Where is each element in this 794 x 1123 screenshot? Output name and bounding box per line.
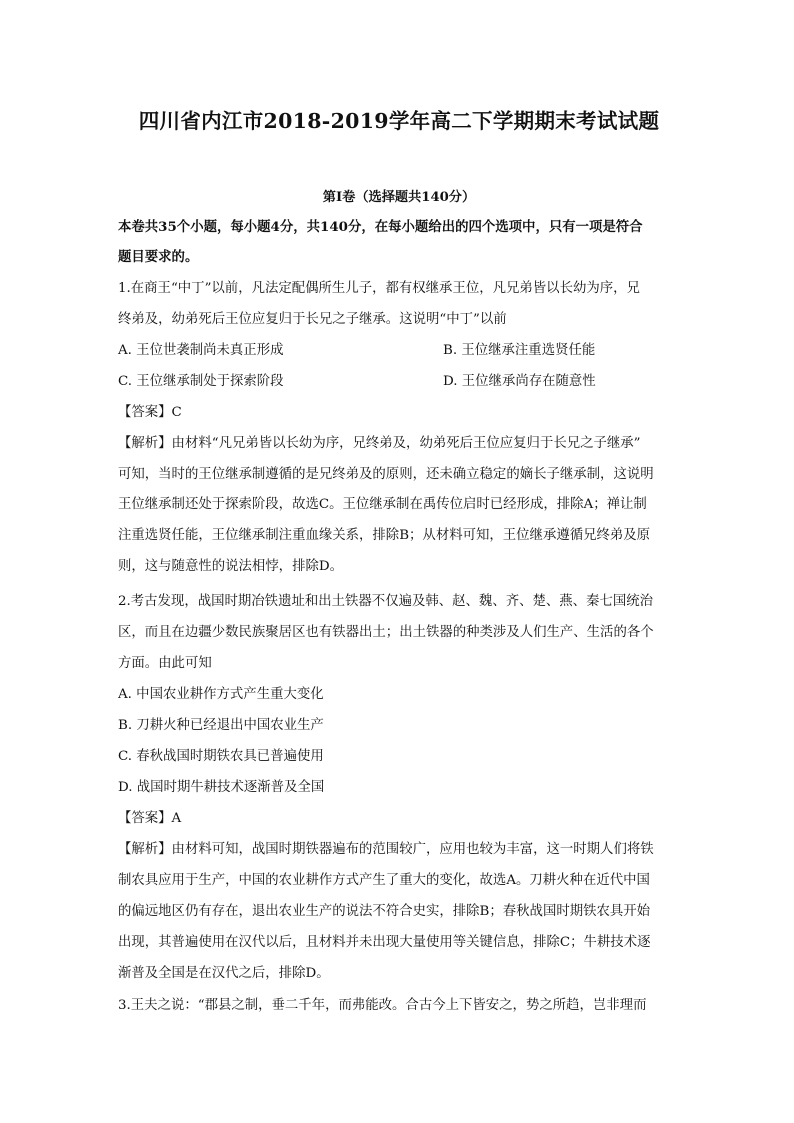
q2-analysis-line: 渐普及全国是在汉代之后，排除D。 (118, 966, 330, 981)
q1-option-a: A. 王位世袭制尚未真正形成 (118, 343, 284, 358)
q1-analysis-line: 【解析】由材料“凡兄弟皆以长幼为序，兄终弟及，幼弟死后王位应复归于长兄之子继承” (118, 436, 641, 451)
q1-option-c: C. 王位继承制处于探索阶段 (118, 374, 284, 389)
q1-option-b: B. 王位继承注重选贤任能 (443, 343, 596, 358)
q1-answer: 【答案】C (118, 405, 182, 420)
q2-analysis-line: 制农具应用于生产，中国的农业耕作方式产生了重大的变化，故选A。刀耕火种在近代中国 (118, 873, 650, 888)
q2-option-b: B. 刀耕火种已经退出中国农业生产 (118, 718, 324, 733)
q1-stem-line: 终弟及，幼弟死后王位应复归于长兄之子继承。这说明“中丁”以前 (118, 312, 507, 327)
q2-option-c: C. 春秋战国时期铁农具已普遍使用 (118, 749, 324, 764)
q2-option-a: A. 中国农业耕作方式产生重大变化 (118, 687, 324, 702)
q1-analysis-line: 王位继承制还处于探索阶段，故选C。王位继承制在禹传位启时已经形成，排除A；禅让制 (118, 497, 647, 512)
q1-analysis-line: 注重选贤任能，王位继承制注重血缘关系，排除B；从材料可知，王位继承遵循兄终弟及原 (118, 528, 651, 543)
instructions-line: 本卷共35个小题，每小题4分，共140分，在每小题给出的四个选项中，只有一项是符合 (118, 219, 643, 235)
q1-option-d: D. 王位继承尚存在随意性 (443, 374, 596, 389)
q1-analysis-line: 则，这与随意性的说法相悖，排除D。 (118, 559, 343, 574)
instructions-line: 题目要求的。 (118, 249, 199, 265)
q2-analysis-line: 【解析】由材料可知，战国时期铁器遍布的范围较广，应用也较为丰富，这一时期人们将铁 (118, 842, 654, 857)
q2-stem-line: 2.考古发现，战国时期冶铁遗址和出土铁器不仅遍及韩、赵、魏、齐、楚、燕、秦七国统治 (118, 594, 654, 609)
q3-stem-line: 3.王夫之说：“郡县之制，垂二千年，而弗能改。合古今上下皆安之，势之所趋，岂非理而 (118, 998, 647, 1013)
section-title: 第Ⅰ卷（选择题共140分） (322, 190, 476, 205)
q2-option-d: D. 战国时期牛耕技术逐渐普及全国 (118, 780, 325, 795)
q1-analysis-line: 可知，当时的王位继承制遵循的是兄终弟及的原则，还未确立稳定的嫡长子继承制，这说明 (118, 467, 654, 482)
q2-analysis-line: 出现，其普遍使用在汉代以后，且材料并未出现大量使用等关键信息，排除C；牛耕技术逐 (118, 935, 651, 950)
q1-stem-line: 1.在商王“中丁”以前，凡法定配偶所生儿子，都有权继承王位，凡兄弟皆以长幼为序，兄 (118, 281, 640, 296)
q2-stem-line: 区，而且在边疆少数民族聚居区也有铁器出土；出土铁器的种类涉及人们生产、生活的各个 (118, 625, 654, 640)
q2-stem-line: 方面。由此可知 (118, 656, 212, 671)
q2-analysis-line: 的偏远地区仍有存在，退出农业生产的说法不符合史实，排除B；春秋战国时期铁农具开始 (118, 904, 651, 919)
document-title: 四川省内江市2018-2019学年高二下学期期末考试试题 (138, 109, 660, 133)
q2-answer: 【答案】A (118, 811, 182, 826)
